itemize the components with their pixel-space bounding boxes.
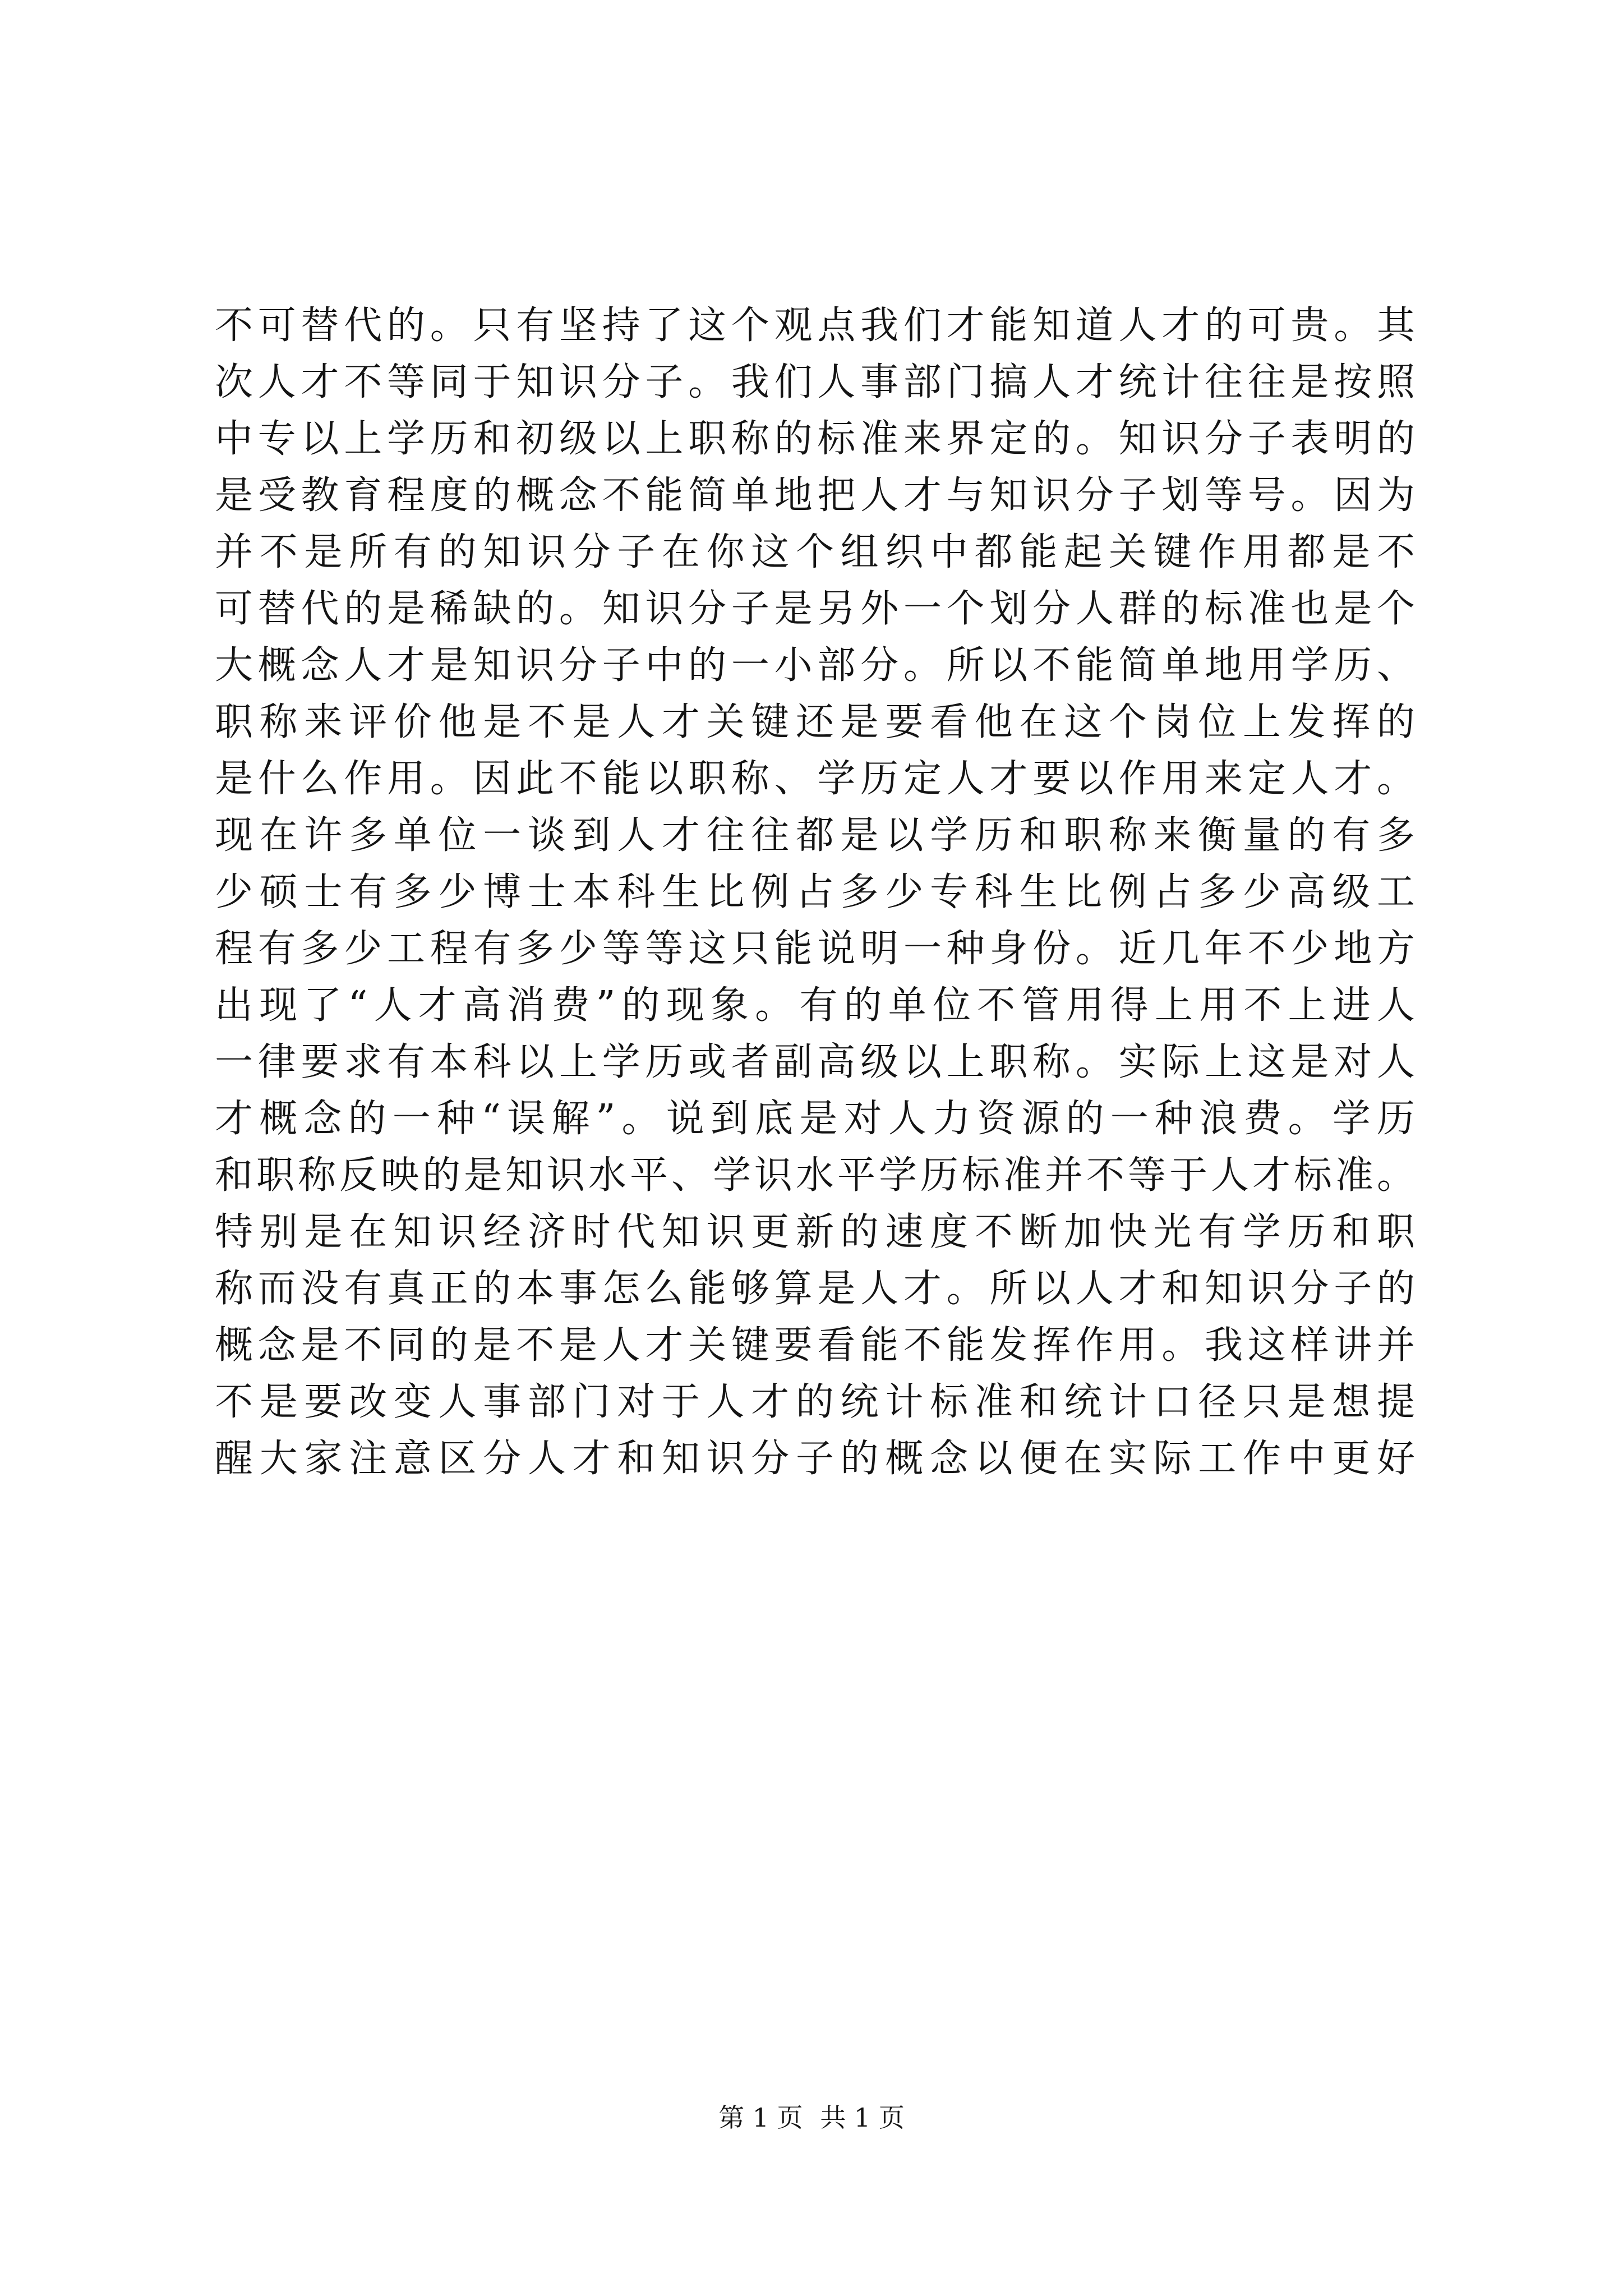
body-text: [215, 297, 1415, 1487]
text-line: 是受教育程度的概念不能简单地把人才与知识分子划等号。因为: [215, 473, 1415, 518]
text-line: 概念是不同的是不是人才关键要看能不能发挥作用。我这样讲并: [215, 1323, 1415, 1368]
text-line: 是什么作用。因此不能以职称、学历定人才要以作用来定人才。: [215, 757, 1415, 801]
text-line: 中专以上学历和初级以上职称的标准来界定的。知识分子表明的: [215, 417, 1415, 461]
text-line: 特别是在知识经济时代知识更新的速度不断加快光有学历和职: [215, 1210, 1415, 1254]
text-line: 和职称反映的是知识水平、学识水平学历标准并不等于人才标准。: [215, 1153, 1415, 1198]
page-total: 共 1 页: [820, 2102, 905, 2133]
text-line: 次人才不等同于知识分子。我们人事部门搞人才统计往往是按照: [215, 360, 1415, 404]
text-line: 称而没有真正的本事怎么能够算是人才。所以人才和知识分子的: [215, 1267, 1415, 1311]
text-line: 大概念人才是知识分子中的一小部分。所以不能简单地用学历、: [215, 643, 1415, 688]
text-line: 并不是所有的知识分子在你这个组织中都能起关键作用都是不: [215, 530, 1415, 574]
text-line: 才概念的一种“误解”。说到底是对人力资源的一种浪费。学历: [215, 1097, 1415, 1141]
text-line: 出现了“人才高消费”的现象。有的单位不管用得上用不上进人: [215, 983, 1415, 1028]
text-line: 现在许多单位一谈到人才往往都是以学历和职称来衡量的有多: [215, 813, 1415, 858]
text-line: 程有多少工程有多少等等这只能说明一种身份。近几年不少地方: [215, 927, 1415, 971]
text-line: 不是要改变人事部门对于人才的统计标准和统计口径只是想提: [215, 1380, 1415, 1424]
page-number: 第 1 页: [718, 2102, 803, 2133]
text-line: 少硕士有多少博士本科生比例占多少专科生比例占多少高级工: [215, 870, 1415, 914]
text-line: 不可替代的。只有坚持了这个观点我们才能知道人才的可贵。其: [215, 303, 1415, 348]
page-footer: [0, 2101, 1623, 2134]
text-line: 职称来评价他是不是人才关键还是要看他在这个岗位上发挥的: [215, 700, 1415, 744]
text-line: 醒大家注意区分人才和知识分子的概念以便在实际工作中更好: [215, 1437, 1415, 1481]
text-line: 可替代的是稀缺的。知识分子是另外一个划分人群的标准也是个: [215, 587, 1415, 631]
text-line: 一律要求有本科以上学历或者副高级以上职称。实际上这是对人: [215, 1040, 1415, 1084]
